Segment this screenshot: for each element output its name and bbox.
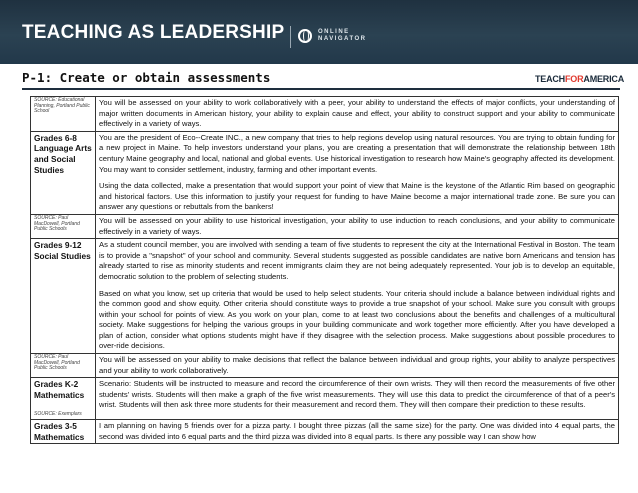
row-text: I am planning on having 5 friends over for a pizza party. I bought three pizzas (all the same size) for the party. One was divided into 4 equal parts, the second was divided into 6 equal parts and the third pizza was divided into 8 equal parts. Is there any possible way I can show how [96,420,619,444]
row-text: You will be assessed on your ability to make decisions that reflect the balance between individual and group rights, your ability to analyze perspectives and your ability to work collaboratively. [96,354,619,378]
grade-subject-label: Grades 6-8 Language Arts and Social Studies [34,132,92,175]
logo-for: FOR [564,74,584,84]
task-paragraph: Based on what you know, set up criteria that would be used to help select students. Your criteria should include a balance between individual rights and the common good and show equity. Other criteria should constitute ways to provide a true snapshot of your school. Make sure you consult with groups within your school for points of view. As you work on your plan, come to at least two conclusions about the benefits and challenges of a multicultural society. Make suggestions for helping the various groups in your building communicate and work together more efficiently. After you have developed a plan of action, consider what options students might have if they disagree with the selection process. Make suggestions about possible procedures to over-ride decisions. [99,288,615,351]
assessment-table [30,96,619,444]
brand-title: TEACHING AS LEADERSHIP [22,22,285,43]
task-paragraph: Using the data collected, make a presentation that would support your point of view that Maine is the keystone of the Atlantic Rim based on geographic and historical factors. Use this information to justify your request for funding to have Maine become a major international trade zone. Be sure you can answer any questions or rebuttals from the bankers! [99,181,615,212]
source-label: SOURCE: Educational Planning, Portland Public School [34,97,90,115]
row-label [31,239,96,354]
row-text [96,239,619,354]
header-divider [290,26,291,48]
row-text: Scenario: Students will be instructed to measure and record the circumference of their own wrists. They will then record the measurements of five other students' wrists. Students will then make a graph of the five wrist measurements. They will use this data to predict the circumference of that of a peer's wrist. Students will then ask three more students for their measurement and record them. They will then compare their prediction to these results. [96,378,619,420]
row-label [31,420,96,444]
row-label [31,214,96,238]
source-label: SOURCE: Exemplars [34,411,82,418]
row-text [96,131,619,214]
title-rule [22,88,620,90]
table-row [31,214,619,238]
task-paragraph: You are the president of Eco--Create INC., a new company that tries to help regions develop using natural resources. You are trying to obtain funding for a new project in Maine. To help investors understand your plans, you are creating a presentation that will demonstrate the relationship between 18th century Maine geography and local, national and global events. Use historical investigation to research how Maine's geography affected its development. You may want to consider settlement, industry, farming and other important events. [99,132,615,174]
table-row [31,239,619,354]
table-row [31,97,619,132]
table-row [31,131,619,214]
row-label [31,97,96,132]
page-title: P-1: Create or obtain assessments [22,70,271,85]
header-banner [0,0,638,64]
table-row [31,378,619,420]
source-label: SOURCE: Paul MacDowell, Portland Public Schools [34,214,80,233]
row-label [31,378,96,420]
table-row [31,420,619,444]
globe-icon [298,29,312,43]
row-label [31,354,96,378]
grade-subject-label: Grades K-2 Mathematics [34,379,85,400]
task-paragraph: As a student council member, you are involved with sending a team of five students to represent the city at the International Festival in Boston. The team is to provide a "snapshot" of your school and community. Several students suggested as possible candidates are native born Americans and tension has already started to rise as minority students and recent immigrants claim they are not being adequately represented. Your job is to develop an equitable, democratic solution to the problem of selecting students. [99,240,615,281]
nav-line-2: NAVIGATOR [318,36,367,42]
row-label [31,131,96,214]
online-navigator-label [318,29,367,43]
grade-subject-label: Grades 9-12 Social Studies [34,240,91,261]
row-text: You will be assessed on your ability to use historical investigation, your ability to use induction to reach conclusions, and your ability to communicate effectively in a variety of ways. [96,214,619,238]
row-text: You will be assessed on your ability to work collaboratively with a peer, your ability to understand the effects of major conflicts, your understanding of major written documents in American history, your ability to explain cause and effect, your ability to construct support and your ability to communicate effectively in a variety of ways. [96,97,619,132]
grade-subject-label: Grades 3-5 Mathematics [34,421,85,442]
teach-for-america-logo [535,74,624,84]
table-row [31,354,619,378]
source-label: SOURCE: Paul MacDowell, Portland Public Schools [34,354,80,372]
nav-line-1: ONLINE [318,29,350,35]
logo-america: AMERICA [583,74,624,84]
logo-teach: TEACH [534,74,565,84]
